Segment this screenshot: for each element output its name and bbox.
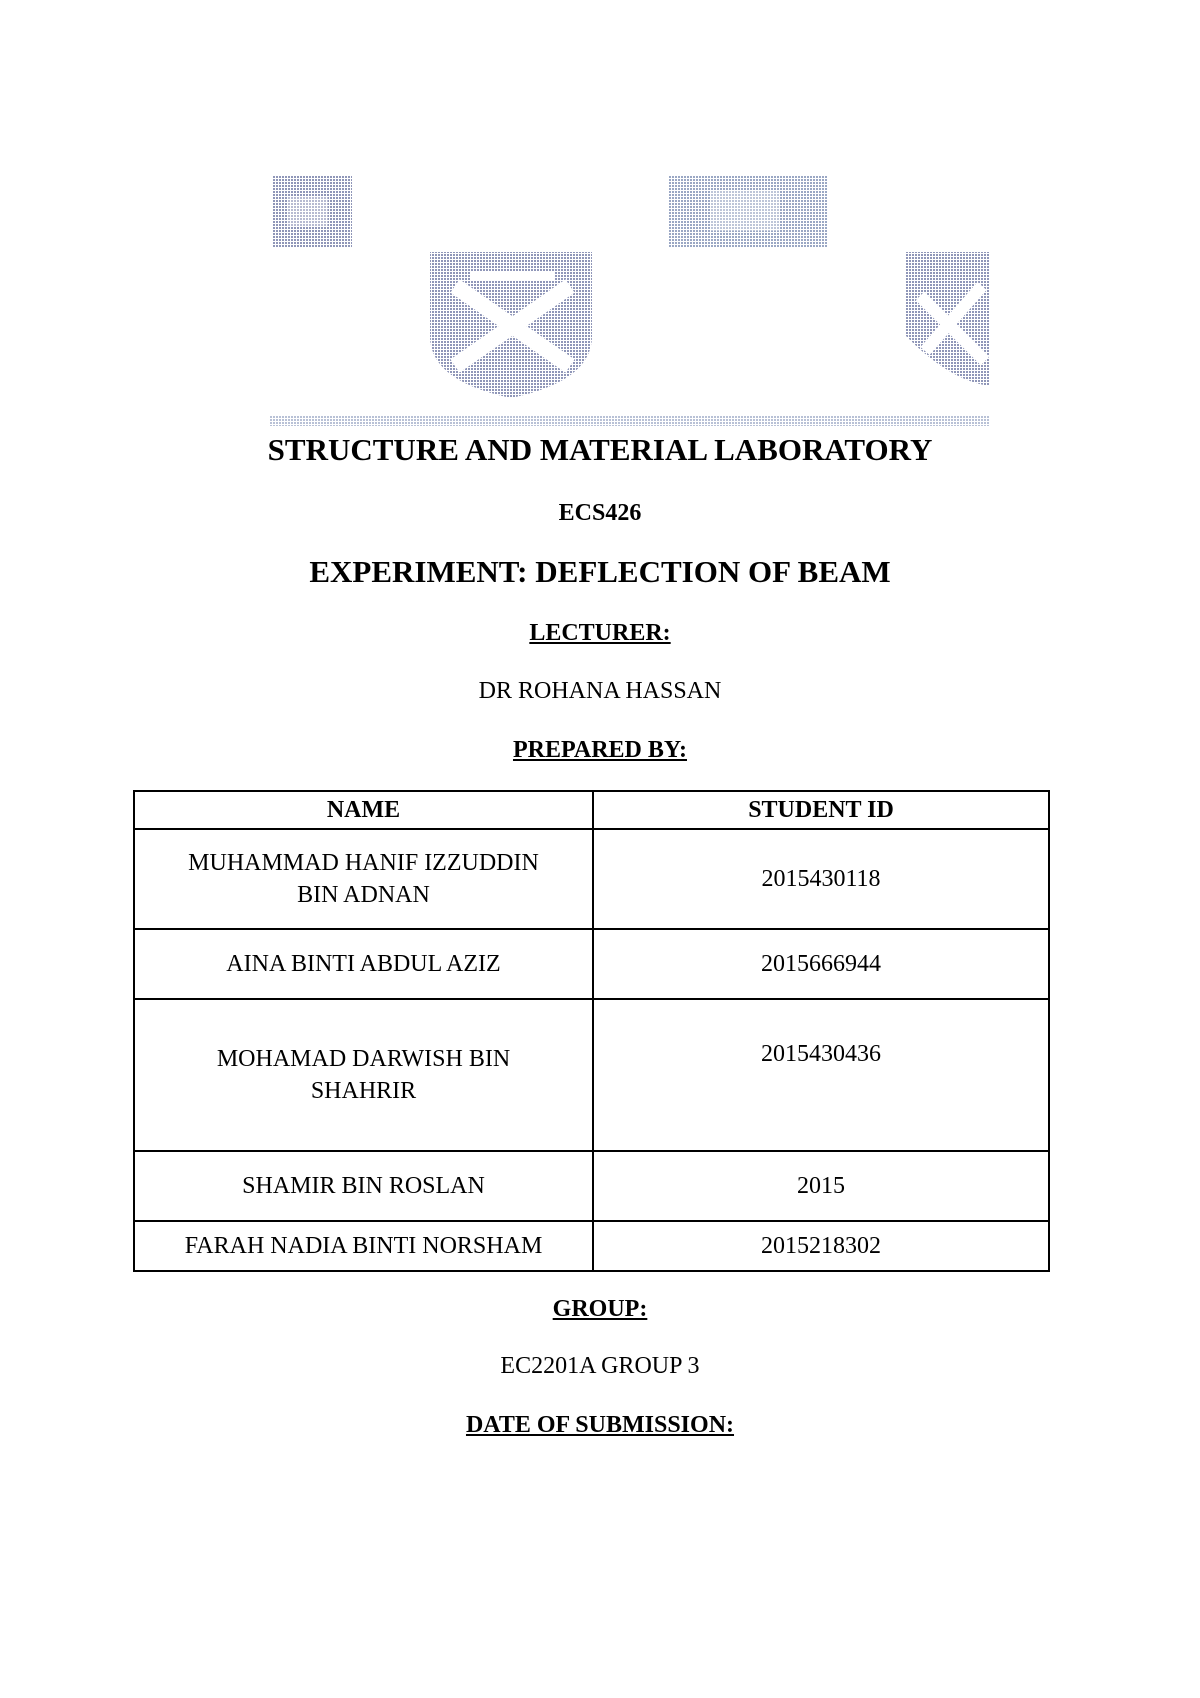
member-name-cell [134, 1221, 593, 1271]
student-id-cell: 2015430436 [593, 999, 1049, 1151]
date-of-submission-heading: DATE OF SUBMISSION: [465, 1412, 735, 1438]
group-heading: GROUP: [552, 1296, 648, 1322]
table-row [134, 1151, 1049, 1221]
member-name-cell [134, 1151, 593, 1221]
student-id-column-header: STUDENT ID [593, 791, 1049, 829]
member-name-line: SHAHRIR [310, 1078, 417, 1104]
table-header-row [134, 791, 1049, 829]
name-column-header: NAME [134, 791, 593, 829]
member-name-cell [134, 999, 593, 1151]
member-name-line: MOHAMAD DARWISH BIN [216, 1046, 511, 1072]
member-name-line: MUHAMMAD HANIF IZZUDDIN [188, 850, 539, 876]
student-id-cell: 2015218302 [593, 1221, 1049, 1271]
lecturer-heading: LECTURER: [529, 620, 671, 646]
member-name-line: FARAH NADIA BINTI NORSHAM [184, 1233, 543, 1259]
member-name-line: AINA BINTI ABDUL AZIZ [226, 951, 501, 977]
member-name-cell [134, 829, 593, 929]
document-title: STRUCTURE AND MATERIAL LABORATORY [267, 432, 933, 467]
student-id-cell: 2015 [593, 1151, 1049, 1221]
student-id-cell: 2015430118 [593, 829, 1049, 929]
members-table [133, 790, 1050, 1272]
course-code: ECS426 [558, 500, 642, 526]
group-value: EC2201A GROUP 3 [500, 1353, 700, 1379]
prepared-by-heading: PREPARED BY: [512, 737, 687, 763]
table-row [134, 1221, 1049, 1271]
crest-icon [270, 176, 990, 428]
member-name-cell [134, 929, 593, 999]
lecturer-name: DR ROHANA HASSAN [478, 678, 722, 704]
table-row [134, 929, 1049, 999]
student-id-cell: 2015666944 [593, 929, 1049, 999]
experiment-title: EXPERIMENT: DEFLECTION OF BEAM [309, 554, 891, 589]
university-logo [270, 176, 990, 428]
member-name-line: SHAMIR BIN ROSLAN [242, 1173, 485, 1199]
table-row [134, 999, 1049, 1151]
table-row [134, 829, 1049, 929]
member-name-line: BIN ADNAN [297, 882, 430, 908]
